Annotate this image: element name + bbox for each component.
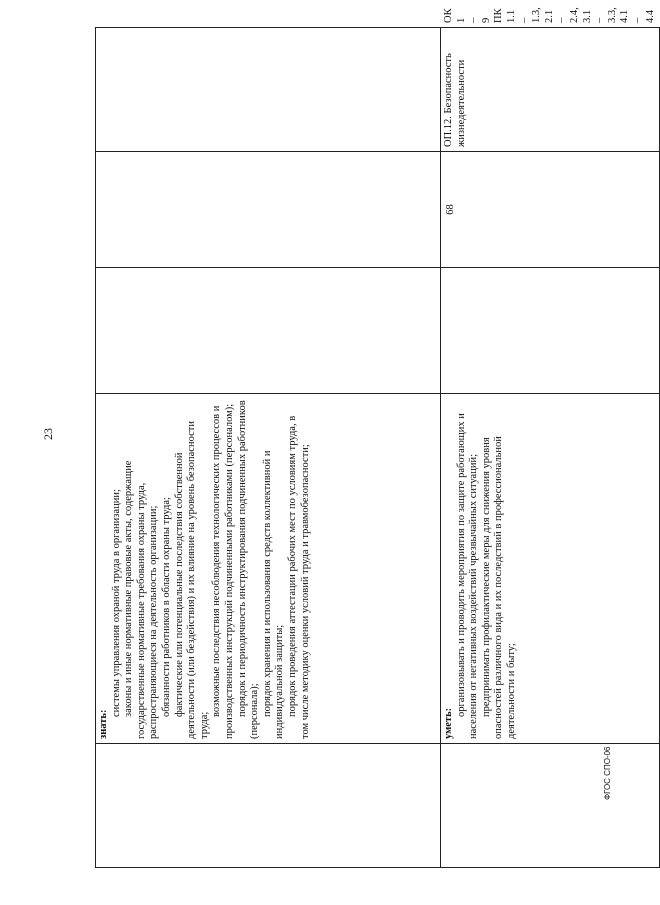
- list-item: порядок проведения аттестации рабочих мест по условиям труда, в том числе методику оценки условий труда и травмобезопасности;: [286, 415, 311, 739]
- table-row-knowledge: [96, 28, 441, 868]
- table-row-skills: уметь: организовывать и проводить мероприятия по защите работающих и населения от негативных воздействий чрезвычайных ситуаций; предпринимать профилактические меры для снижения уровня опасностей различного вида и их последствий в профессиональной деятельности и быту; 68 ОП.12. Безопасность жизнедеятельности ОК 1 – 9 ПК 1.1 – 1.3, 2.1 – 2.4, 3.1 – 3.3, 4.1 – 4.4: [441, 28, 660, 868]
- discipline-cell: ОП.12. Безопасность жизнедеятельности: [441, 28, 660, 152]
- table: [95, 7, 660, 868]
- list-item: возможные последствия несоблюдения технологических процессов и производственных инструкций подчиненными работниками (персоналом);: [211, 403, 235, 739]
- empty-cell: [96, 152, 441, 268]
- hours-cell: 68: [441, 152, 660, 268]
- list-item: фактические или потенциальные последствия собственной деятельности (или бездействия) и их влияние на уровень безопасности труда;: [173, 421, 210, 739]
- list-item: предпринимать профилактические меры для снижения уровня опасностей различного вида и их последствий в профессиональной деятельности и быту;: [480, 436, 517, 739]
- knowledge-heading: знать:: [98, 709, 109, 739]
- page-number: 23: [41, 428, 55, 440]
- empty-cell: [96, 28, 441, 152]
- skills-heading: уметь:: [443, 707, 454, 739]
- index-cell: [441, 744, 660, 868]
- skills-cell: [441, 394, 660, 744]
- list-item: системы управления охраной труда в организации;: [110, 489, 122, 717]
- knowledge-cell: [96, 394, 441, 744]
- list-item: порядок и периодичность инструктирования подчиненных работников (персонала);: [236, 400, 261, 739]
- empty-cell: [441, 268, 660, 394]
- list-item: обязанности работников в области охраны труда;: [160, 497, 172, 717]
- list-item: организовывать и проводить мероприятия по защите работающих и населения от негативных воздействий чрезвычайных ситуаций;: [455, 413, 480, 739]
- list-item: порядок хранения и использования средств коллективной и индивидуальной защиты;: [261, 450, 286, 739]
- index-cell: [96, 744, 441, 868]
- list-item: законы и иные нормативные правовые акты, содержащие государственные нормативные требования охраны труда, распространяющиеся на деятельность организации;: [123, 460, 160, 739]
- empty-cell: [96, 268, 441, 394]
- page-footer: ФГОС СПО-06: [603, 746, 612, 800]
